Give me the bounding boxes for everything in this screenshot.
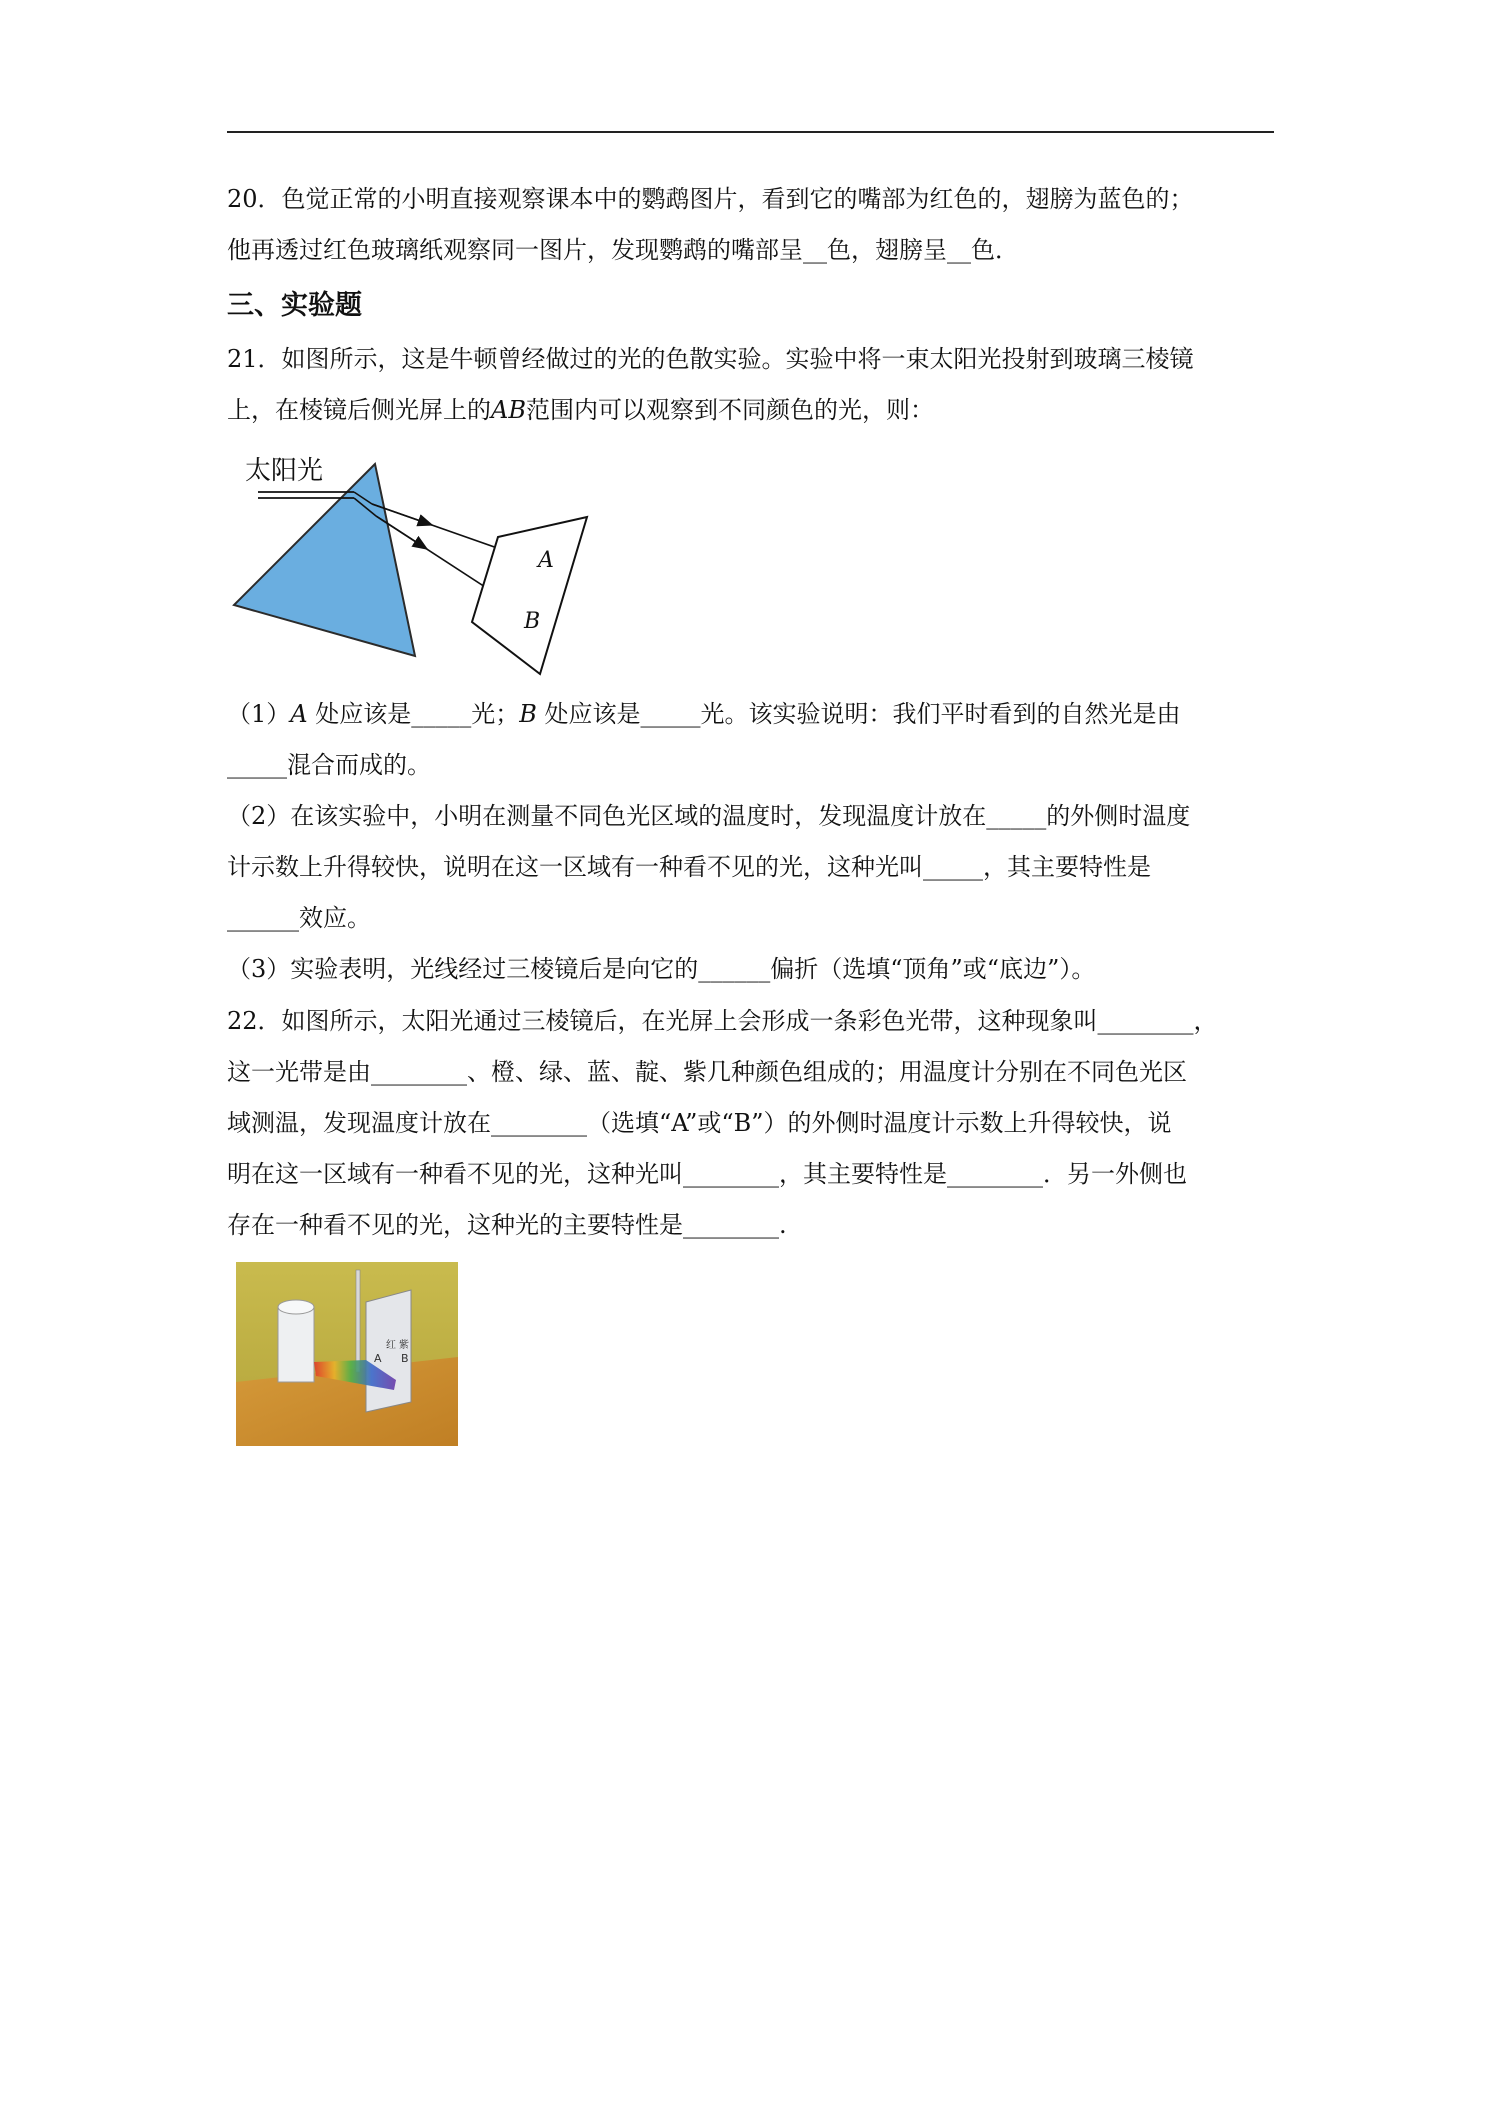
part-2-line-3: ______效应。 bbox=[227, 904, 371, 932]
question-21-line-2: 上，在棱镜后侧光屏上的AB范围内可以观察到不同颜色的光，则： bbox=[227, 396, 934, 424]
part-2-line-2: 计示数上升得较快，说明在这一区域有一种看不见的光，这种光叫_____，其主要特性是 bbox=[227, 853, 1151, 881]
question-21-part-2 bbox=[227, 791, 1277, 944]
figure-label-a: A bbox=[538, 548, 554, 573]
question-21-part-1 bbox=[227, 689, 1277, 791]
question-22 bbox=[227, 996, 1277, 1251]
prism-apparatus-photo bbox=[236, 1262, 458, 1446]
question-20 bbox=[227, 174, 1277, 276]
photo-thermometer bbox=[356, 1270, 360, 1372]
photo-label-b: B bbox=[401, 1352, 409, 1365]
light-screen bbox=[472, 517, 587, 674]
question-22-line-4: 明在这一区域有一种看不见的光，这种光叫________，其主要特性是________．另一外侧也 bbox=[227, 1160, 1187, 1188]
question-22-line-3: 域测温，发现温度计放在________（选填“A”或“B”）的外侧时温度计示数上升得较快，说 bbox=[227, 1109, 1172, 1137]
photo-label-a: A bbox=[374, 1352, 382, 1365]
photo-label-purple: 紫 bbox=[399, 1340, 409, 1351]
figure-label-b: B bbox=[524, 609, 541, 634]
question-20-line-1: 20．色觉正常的小明直接观察课本中的鹦鹉图片，看到它的嘴部为红色的，翅膀为蓝色的； bbox=[227, 185, 1194, 213]
question-20-line-2: 他再透过红色玻璃纸观察同一图片，发现鹦鹉的嘴部呈__色，翅膀呈__色． bbox=[227, 236, 1019, 264]
part-3-line-1: （3）实验表明，光线经过三棱镜后是向它的______偏折（选填“顶角”或“底边”）。 bbox=[227, 955, 1096, 983]
header-rule bbox=[227, 131, 1274, 133]
question-21-line-1: 21．如图所示，这是牛顿曾经做过的光的色散实验。实验中将一束太阳光投射到玻璃三棱镜 bbox=[227, 345, 1194, 373]
section-heading-experiment: 三、实验题 bbox=[227, 290, 362, 321]
part-1-line-1: （1）A 处应该是_____光；B 处应该是_____光。该实验说明：我们平时看到的自然光是由 bbox=[227, 700, 1181, 728]
photo-screen bbox=[366, 1290, 411, 1412]
question-22-line-2: 这一光带是由________、橙、绿、蓝、靛、紫几种颜色组成的；用温度计分别在不同色光区 bbox=[227, 1058, 1187, 1086]
part-2-line-1: （2）在该实验中，小明在测量不同色光区域的温度时，发现温度计放在_____的外侧时温度 bbox=[227, 802, 1191, 830]
part-1-line-2: _____混合而成的。 bbox=[227, 751, 431, 779]
sunlight-label: 太阳光 bbox=[245, 456, 324, 486]
photo-label-red: 红 bbox=[386, 1340, 396, 1351]
question-22-line-1: 22．如图所示，太阳光通过三棱镜后，在光屏上会形成一条彩色光带，这种现象叫________， bbox=[227, 1007, 1218, 1035]
ab-label: AB bbox=[491, 396, 526, 424]
prism-dispersion-figure bbox=[232, 442, 602, 680]
photo-prism bbox=[278, 1307, 314, 1382]
question-22-line-5: 存在一种看不见的光，这种光的主要特性是________. bbox=[227, 1211, 787, 1239]
question-21-part-3 bbox=[227, 944, 1277, 995]
question-21-stem bbox=[227, 334, 1277, 436]
